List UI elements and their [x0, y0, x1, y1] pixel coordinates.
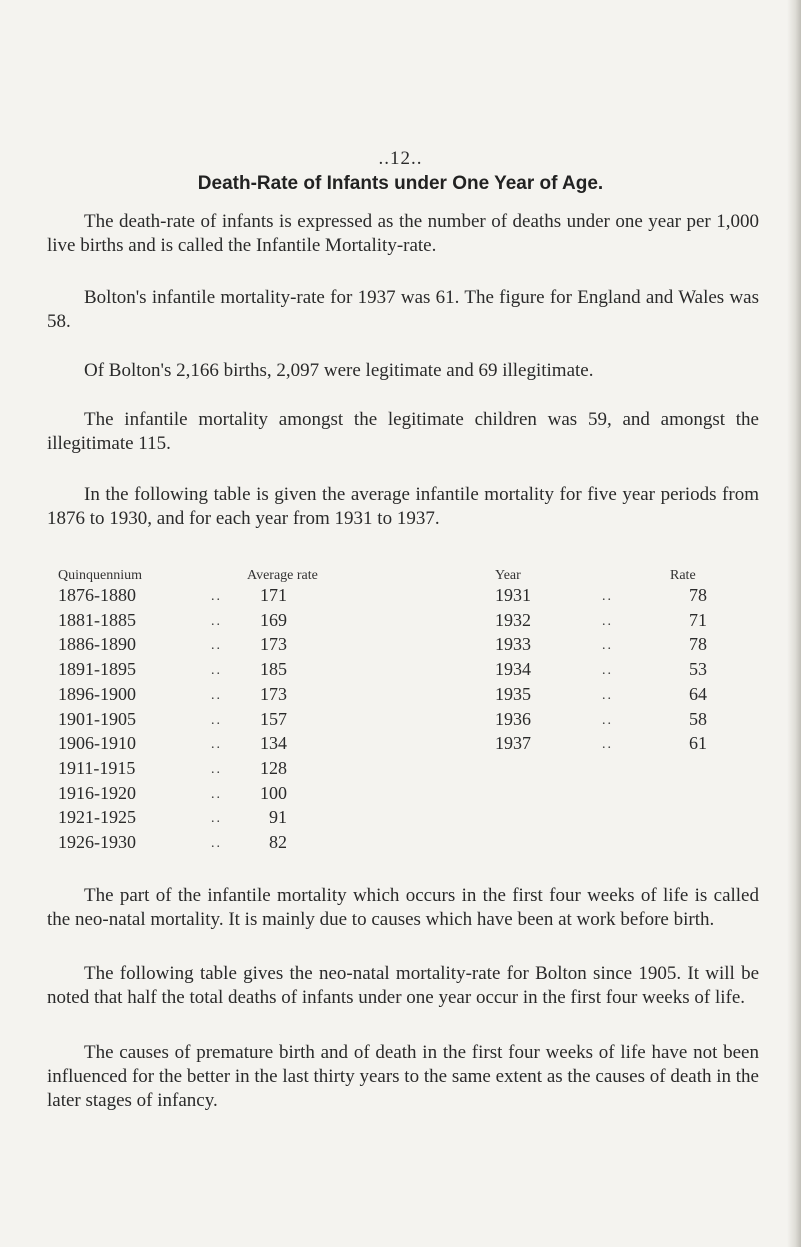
quinquennium-rate: 128: [260, 757, 287, 778]
year-value: 1931: [495, 585, 531, 605]
year-rate: 78: [689, 585, 707, 605]
paragraph-neonatal-table: The following table gives the neo-natal mortality-rate for Bolton since 1905. It will be noted that half the total deaths of infants under one year occur in the first four weeks of life.: [47, 963, 759, 1008]
quinquennium-rate: 169: [260, 609, 287, 630]
year-rate: 61: [689, 733, 707, 754]
quinquennium-rate: 91: [269, 807, 287, 828]
quinquennium-period: 1926-1930: [58, 832, 136, 852]
year-value: 1934: [495, 659, 531, 680]
separator-dots: ..: [211, 663, 222, 679]
quinquennium-rate: 171: [260, 585, 287, 605]
year-value: 1933: [495, 634, 531, 655]
paragraph-table-intro: In the following table is given the average infantile mortality for five year periods from 1876 to 1930, and for each year from 1931 to 1937.: [47, 484, 759, 529]
year-rate: 78: [689, 634, 707, 655]
year-rate: 64: [689, 683, 707, 704]
separator-dots: ..: [602, 663, 613, 679]
header-quinquennium: Quinquennium: [58, 568, 142, 583]
quinquennium-period: 1916-1920: [58, 782, 136, 803]
separator-dots: ..: [211, 836, 222, 851]
quinquennium-period: 1906-1910: [58, 733, 136, 754]
quinquennium-period: 1921-1925: [58, 807, 136, 828]
quinquennium-rate: 173: [260, 634, 287, 655]
separator-dots: ..: [211, 712, 222, 728]
quinquennium-period: 1911-1915: [58, 757, 136, 778]
separator-dots: ..: [602, 638, 613, 654]
header-year: Year: [495, 568, 521, 583]
separator-dots: ..: [211, 811, 222, 827]
separator-dots: ..: [602, 737, 613, 753]
paragraph-legitimacy: The infantile mortality amongst the legitimate children was 59, and amongst the illegitimate 115.: [47, 409, 759, 454]
year-value: 1937: [495, 733, 531, 754]
separator-dots: ..: [211, 638, 222, 654]
page-number: ..12..: [378, 148, 423, 169]
infant-mortality-table: [0, 568, 801, 868]
quinquennium-rate: 82: [269, 832, 287, 852]
quinquennium-period: 1896-1900: [58, 683, 136, 704]
separator-dots: ..: [602, 687, 613, 703]
quinquennium-rate: 100: [260, 782, 287, 803]
quinquennium-period: 1876-1880: [58, 585, 136, 605]
quinquennium-rate: 157: [260, 708, 287, 729]
quinquennium-rate: 134: [260, 733, 287, 754]
separator-dots: ..: [602, 613, 613, 629]
separator-dots: ..: [211, 589, 222, 604]
separator-dots: ..: [211, 737, 222, 753]
separator-dots: ..: [211, 613, 222, 629]
year-rate: 58: [689, 708, 707, 729]
year-rate: 71: [689, 609, 707, 630]
quinquennium-rate: 173: [260, 683, 287, 704]
header-rate: Rate: [670, 568, 696, 583]
section-heading: Death-Rate of Infants under One Year of Age.: [197, 173, 604, 194]
year-rate: 53: [689, 659, 707, 680]
quinquennium-period: 1886-1890: [58, 634, 136, 655]
year-value: 1932: [495, 609, 531, 630]
separator-dots: ..: [602, 712, 613, 728]
paragraph-neonatal-definition: The part of the infantile mortality which occurs in the first four weeks of life is called the neo-natal mortality. It is mainly due to causes which have been at work before birth.: [47, 885, 759, 930]
quinquennium-period: 1901-1905: [58, 708, 136, 729]
year-value: 1936: [495, 708, 531, 729]
paragraph-premature-causes: The causes of premature birth and of death in the first four weeks of life have not been influenced for the better in the last thirty years to the same extent as the causes of death in the later stages of infancy.: [47, 1042, 759, 1111]
quinquennium-period: 1881-1885: [58, 609, 136, 630]
quinquennium-rate: 185: [260, 659, 287, 680]
header-average-rate: Average rate: [247, 568, 318, 583]
quinquennium-period: 1891-1895: [58, 659, 136, 680]
separator-dots: ..: [211, 761, 222, 777]
paragraph-definition: The death-rate of infants is expressed as the number of deaths under one year per 1,000 live births and is called the Infantile Mortality-rate.: [47, 211, 759, 256]
separator-dots: ..: [602, 589, 613, 604]
year-value: 1935: [495, 683, 531, 704]
paragraph-bolton-rate: Bolton's infantile mortality-rate for 1937 was 61. The figure for England and Wales was 58.: [47, 287, 759, 332]
paragraph-births: Of Bolton's 2,166 births, 2,097 were legitimate and 69 illegitimate.: [84, 360, 594, 381]
separator-dots: ..: [211, 786, 222, 802]
separator-dots: ..: [211, 687, 222, 703]
